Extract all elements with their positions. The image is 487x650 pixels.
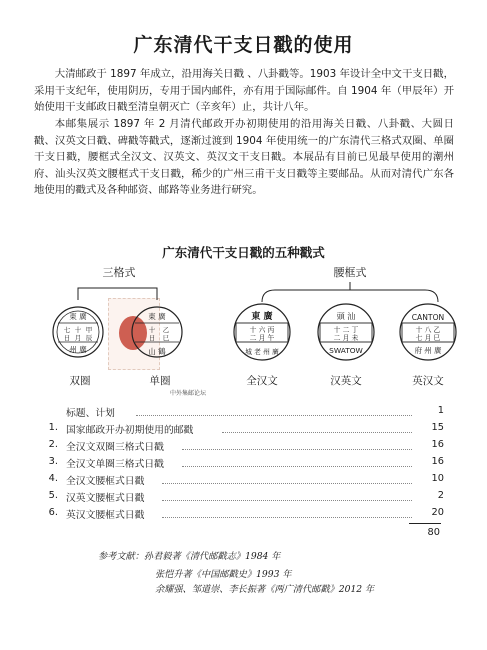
intro-paragraph-1: 大清邮政于 1897 年成立，沿用海关日戳 、八卦戳等。1903 年设计全中文干支日戳，采用干支纪年，使用阴历，专用于国内邮件，亦有用于国际邮件。自 1904 年（甲辰年）开始使用干支邮政日戳至清皇朝灭亡（辛亥年）止，共计八年。 — [34, 68, 454, 113]
contents-number: 3. — [48, 456, 58, 467]
pm1-mid2-b: 月 — [74, 334, 82, 342]
pm1-mid-c: 甲 — [85, 326, 93, 334]
contents-number: 4. — [48, 473, 58, 484]
contents-page: 2 — [437, 490, 444, 501]
watermark-text: 中外集邮论坛 — [169, 390, 207, 397]
reference-line-2: 张恺升著《中国邮戳史》1993 年 — [155, 569, 292, 580]
pm4-mid2: 二 月 未 — [333, 334, 359, 342]
pm2-mid-b: 乙 — [162, 326, 170, 334]
contents-label: 全汉文单圈三格式日戳 — [66, 459, 164, 470]
pm2-mid2-a: 日 — [148, 334, 156, 342]
page-title: 广东清代干支日戳的使用 — [133, 34, 354, 56]
total-divider — [409, 523, 441, 524]
pm1-label: 双圈 — [69, 375, 91, 387]
pm5-bottom: 府 州 廣 — [414, 346, 442, 355]
pm3-top: 東 廣 — [251, 312, 273, 322]
contents-label: 标题、计划 — [66, 408, 115, 419]
pm2-bottom: 山 鶴 — [148, 347, 166, 356]
contents-label: 国家邮政开办初期使用的邮戳 — [66, 425, 194, 436]
pm4-label: 汉英文 — [330, 375, 362, 387]
reference-line-1: 参考文献：孙君毅著《清代邮戳志》1984 年 — [98, 551, 281, 562]
postmark-chinese-english — [318, 304, 374, 387]
list-item — [44, 405, 444, 421]
pm2-mid2-b: 巳 — [162, 334, 170, 342]
intro-paragraph-2: 本邮集展示 1897 年 2 月清代邮政开办初期使用的沿用海关日戳、八卦戳、大圆日戳、汉英文日戳、碑戳等戳式，逐渐过渡到 1904 年使用统一的广东清代三格式双圈、单圈干支日戳，腰框式全汉文、汉英文、英汉文干支日戳。本展品有目前已见最早使用的潮州府、汕头汉英文腰框式干支日戳，稀少的广州三甫干支日戳等主要邮品。从而对清代广东各地使用的戳式及各种邮资、邮路等业务进行研究。 — [34, 118, 454, 196]
postmark-all-chinese — [234, 304, 290, 387]
contents-number: 6. — [48, 507, 58, 518]
pm1-mid2-c: 辰 — [85, 334, 93, 342]
pm5-top: CANTON — [411, 313, 445, 322]
pm5-mid: 十 八 乙 — [415, 326, 441, 334]
list-item — [44, 439, 444, 455]
contents-page: 1 — [437, 405, 444, 416]
contents-number: 2. — [48, 439, 58, 450]
list-item — [44, 507, 444, 523]
pm5-label: 英汉文 — [412, 375, 444, 387]
pm3-mid: 十 六 丙 — [249, 326, 275, 334]
pm4-mid: 十 二 丁 — [333, 326, 359, 334]
contents-total: 80 — [427, 527, 440, 538]
list-item — [44, 456, 444, 472]
pm1-bottom: 州 廣 — [69, 345, 87, 354]
group-label-sange: 三格式 — [102, 266, 136, 279]
pm3-label: 全汉文 — [246, 375, 278, 387]
pm2-label: 单圈 — [149, 375, 171, 387]
pm5-mid2: 七 月 巳 — [415, 334, 441, 342]
contents-page: 16 — [431, 456, 444, 467]
contents-label: 全汉文双圈三格式日戳 — [66, 442, 164, 453]
reference-line-3: 余耀强、邹道崇、李长振著《两广清代邮戳》2012 年 — [155, 584, 375, 595]
pm4-top: 頭 汕 — [336, 312, 356, 321]
pm2-top: 東 廣 — [148, 312, 166, 321]
contents-label: 全汉文腰框式日戳 — [66, 476, 145, 487]
pm3-bottom: 城 老 州 廣 — [245, 348, 279, 356]
pm1-mid-b: 十 — [74, 326, 82, 334]
contents-number: 1. — [48, 422, 58, 433]
pm1-mid2-a: 日 — [63, 334, 71, 342]
contents-page: 15 — [431, 422, 444, 433]
list-item — [44, 422, 444, 438]
pm1-top: 東 廣 — [69, 312, 87, 321]
bracket-left — [78, 288, 157, 300]
contents-page: 16 — [431, 439, 444, 450]
pm4-bottom: SWATOW — [329, 346, 363, 355]
pm1-mid-a: 七 — [63, 326, 71, 334]
diagram-title: 广东清代干支日戳的五种戳式 — [162, 245, 325, 260]
group-label-yaokuang: 腰框式 — [333, 266, 367, 279]
contents-page: 10 — [431, 473, 444, 484]
postmark-single-circle — [132, 307, 182, 387]
contents-page: 20 — [431, 507, 444, 518]
postmark-english-chinese — [400, 304, 456, 387]
pm3-mid2: 二 月 午 — [249, 334, 275, 342]
postmark-double-circle — [53, 307, 103, 387]
contents-label: 英汉文腰框式日戳 — [66, 510, 145, 521]
list-item — [44, 490, 444, 506]
contents-label: 汉英文腰框式日戳 — [66, 493, 145, 504]
contents-number: 5. — [48, 490, 58, 501]
list-item — [44, 473, 444, 489]
postmark-diagram — [0, 262, 487, 402]
bracket-right — [262, 290, 438, 302]
pm2-mid-a: 十 — [148, 326, 156, 334]
